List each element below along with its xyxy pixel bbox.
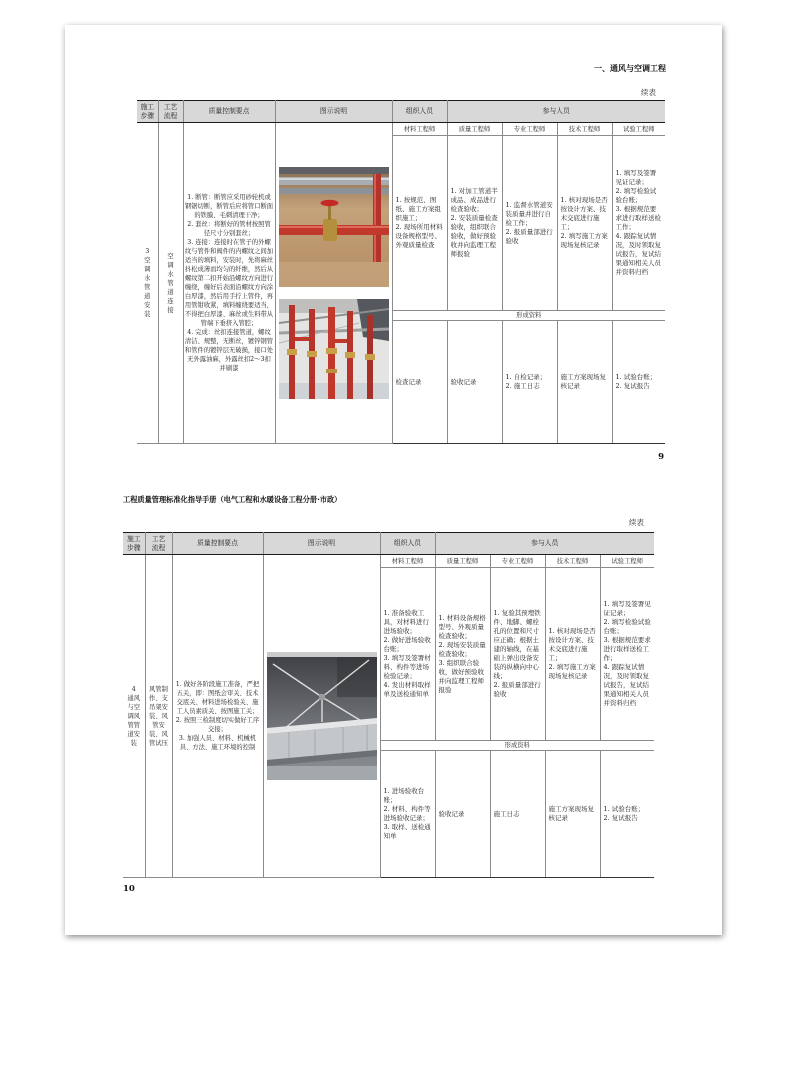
task-cell-test xyxy=(600,568,654,741)
quality-points-cell xyxy=(172,555,263,878)
task-cell-technical xyxy=(545,568,600,741)
header-text: 工艺流程 xyxy=(151,535,166,552)
process-flow-text: 空调水管道连接 xyxy=(167,252,174,314)
task-list xyxy=(439,614,487,695)
header-organizer: 组织人员 xyxy=(380,533,435,555)
task-item: 2. 填写检验试验台账； xyxy=(603,618,651,635)
record-list xyxy=(561,373,609,391)
red-connector-pipe xyxy=(335,339,347,343)
task-item: 3. 根据规范要求进行取样送检工作； xyxy=(615,205,661,231)
task-list xyxy=(396,196,444,250)
task-cell-technical xyxy=(557,136,612,311)
ceiling-band xyxy=(279,167,389,174)
pipe-highlight xyxy=(279,178,389,180)
task-item: 3. 根据规范要求进行取样送检工作； xyxy=(603,636,651,662)
role-quality-engineer: 质量工程师 xyxy=(447,123,502,136)
process-flow-cell xyxy=(158,123,183,444)
quality-point-item: 2. 套丝：将断好的管材按照管径尺寸分别套丝； xyxy=(187,221,271,237)
quality-point-item: 3. 连接：连接时在管子的外螺纹与管件和阀件的内螺纹之间加适当的填料，安装时，先将麻丝抖松成薄而均匀的纤维，然后从螺纹第二扣开始沿螺纹方向进行缠绕，缠好后表面沿螺纹方向涂白厚漆，然后用手拧上管件，再用管钳收紧，填料缠绕要适当，不得把白厚漆、麻丝或生料带从管端下垂挤入管腔； xyxy=(184,239,274,327)
ceiling-shadow xyxy=(337,657,377,697)
header-row xyxy=(123,533,654,555)
light-strip xyxy=(267,652,377,657)
record-item: 2. 材料、构件等进场验收记录； xyxy=(383,805,431,822)
steel-pipe xyxy=(279,188,389,194)
task-item: 1. 填写及签署见证记录； xyxy=(603,600,651,617)
task-cell-specialty xyxy=(490,568,545,741)
brass-fitting xyxy=(345,352,355,358)
task-item: 1. 核对现场是否按设计方案、技术交底进行施工； xyxy=(548,627,596,662)
role-quality-engineer: 质量工程师 xyxy=(435,555,490,568)
task-item: 2. 报质量部进行验收 xyxy=(505,227,553,245)
quality-point-item: 4. 完成：丝扣连接管道，螺纹清洁、规整，无断丝，镀锌钢管和管件的镀锌层无破损，接口处无外露油麻，外露丝扣2～3扣并刷漆 xyxy=(184,329,274,372)
record-cell-test xyxy=(600,751,654,878)
record-cell-quality xyxy=(435,751,490,878)
task-item: 1. 准备验收工具，对材料进行进场验收； xyxy=(383,609,429,635)
record-cell-quality xyxy=(447,321,502,444)
record-list xyxy=(604,805,652,823)
process-flow-cell xyxy=(145,555,172,878)
header-quality-points: 质量控制要点 xyxy=(183,101,275,123)
task-cell-material xyxy=(392,136,447,311)
record-item: 验收记录 xyxy=(438,809,465,818)
task-item: 1. 复验其预埋铁件、地脚、螺栓孔的位置和尺寸应正确；根据土建的轴线，在基础上弹出设备安装的纵横向中心线； xyxy=(493,609,541,680)
record-item: 1. 试验台账； xyxy=(615,373,657,381)
red-connector-pipe xyxy=(295,337,309,341)
page-number: 10 xyxy=(123,884,135,894)
task-item: 2. 填写施工方案现场复核记录 xyxy=(560,232,608,249)
task-item: 1. 核对现场是否按设计方案、技术交底进行施工； xyxy=(560,196,608,231)
records-label: 形成资料 xyxy=(392,311,665,321)
illustration-cell xyxy=(263,555,380,878)
record-cell-test xyxy=(612,321,665,444)
task-list xyxy=(549,627,597,681)
record-list xyxy=(616,373,663,391)
record-list xyxy=(439,810,487,819)
header-text: 施工步骤 xyxy=(126,535,141,552)
record-list xyxy=(506,373,554,391)
record-item: 1. 进场验收台账； xyxy=(383,787,425,804)
record-item: 2. 复试报告 xyxy=(615,382,650,390)
valve-body xyxy=(323,219,337,241)
role-specialty-engineer: 专业工程师 xyxy=(502,123,557,136)
role-test-engineer: 试验工程师 xyxy=(612,123,665,136)
record-item: 2. 复试报告 xyxy=(603,814,638,822)
roles-row xyxy=(137,123,665,136)
task-list xyxy=(384,609,432,699)
continued-table-label: 续表 xyxy=(629,518,644,527)
lower-wall xyxy=(267,766,377,780)
record-item: 施工日志 xyxy=(493,809,520,818)
record-item: 1. 试验台账； xyxy=(603,805,645,813)
record-cell-technical xyxy=(545,751,600,878)
record-item: 2. 施工日志 xyxy=(505,382,540,390)
records-label: 形成资料 xyxy=(380,741,654,751)
header-row xyxy=(137,101,665,123)
header-participants: 参与人员 xyxy=(447,101,665,123)
task-list xyxy=(616,169,663,277)
header-illustration: 图示说明 xyxy=(263,533,380,555)
task-cell-quality xyxy=(447,136,502,311)
task-list xyxy=(561,196,609,250)
record-cell-technical xyxy=(557,321,612,444)
task-item: 2. 做好进场验收台账； xyxy=(383,636,431,653)
record-item: 验收记录 xyxy=(450,377,477,386)
construction-step-cell xyxy=(137,123,158,444)
valve-handwheel xyxy=(320,200,338,206)
header-illustration: 图示说明 xyxy=(275,101,392,123)
record-list xyxy=(384,787,432,841)
brass-fitting xyxy=(287,349,297,355)
quality-point-item: 3. 加强人员、材料、机械机具、方法、施工环境的控制 xyxy=(178,735,257,751)
record-list xyxy=(396,378,444,387)
record-item: 检查记录 xyxy=(395,377,422,386)
task-item: 1. 监督水管道安装质量并进行自检工作； xyxy=(505,200,553,227)
step-name: 通风与空调风管管道安装 xyxy=(127,694,141,747)
role-material-engineer: 材料工程师 xyxy=(392,123,447,136)
quality-points-list xyxy=(185,193,274,373)
task-item: 2. 现场安装质量检查验收； xyxy=(438,640,486,658)
record-list xyxy=(451,378,499,387)
hanger-clamp xyxy=(319,694,325,700)
task-item: 1. 填写及签署见证记录； xyxy=(615,169,657,186)
quality-control-table-page-10 xyxy=(123,532,654,878)
role-technical-engineer: 技术工程师 xyxy=(545,555,600,568)
quality-point-item: 2. 按照三检制度切实做好工序交接； xyxy=(175,717,260,733)
header-quality-points: 质量控制要点 xyxy=(172,533,263,555)
record-item: 施工方案现场复核记录 xyxy=(560,373,606,390)
task-list xyxy=(494,609,542,699)
task-cell-material xyxy=(380,568,435,741)
record-cell-specialty xyxy=(490,751,545,878)
photo-air-duct-hangers xyxy=(267,652,377,780)
construction-step-cell xyxy=(123,555,145,878)
continued-table-label: 续表 xyxy=(641,88,656,97)
quality-control-table-page-9 xyxy=(137,100,665,444)
record-item: 施工方案现场复核记录 xyxy=(548,805,594,822)
brass-fitting xyxy=(365,354,375,360)
task-item: 4. 发出材料取样单及送检通知单 xyxy=(383,681,431,698)
record-list xyxy=(494,810,542,819)
record-item: 3. 取样、送检通知单 xyxy=(383,823,431,840)
task-item: 1. 材料设备规格型号、外观质量检查验收； xyxy=(438,613,486,640)
task-item: 1. 按规范、图纸、施工方案组织施工； xyxy=(395,196,441,222)
photo-red-riser-pipes xyxy=(279,299,389,399)
record-list xyxy=(549,805,597,823)
task-list xyxy=(604,600,652,708)
record-cell-specialty xyxy=(502,321,557,444)
quality-points-list xyxy=(174,680,262,752)
task-item: 1. 对加工管道半成品、成品进行检查验收； xyxy=(450,187,498,213)
task-item: 2. 填写检验试验台账； xyxy=(615,187,657,204)
header-text: 施工步骤 xyxy=(140,103,155,120)
quality-points-cell xyxy=(183,123,275,444)
header-process-flow xyxy=(145,533,172,555)
record-cell-material xyxy=(392,321,447,444)
task-list xyxy=(506,201,554,246)
step-number: 3 xyxy=(145,248,150,255)
record-item: 1. 自检记录； xyxy=(505,373,547,381)
task-item: 2. 报质量部进行验收 xyxy=(493,681,541,698)
role-specialty-engineer: 专业工程师 xyxy=(490,555,545,568)
record-cell-material xyxy=(380,751,435,878)
running-book-title: 工程质量管理标准化指导手册（电气工程和水暖设备工程分册·市政） xyxy=(123,495,342,504)
running-section-title: 一、通风与空调工程 xyxy=(594,64,666,73)
header-text: 工艺流程 xyxy=(163,103,178,120)
header-construction-step xyxy=(123,533,145,555)
task-cell-specialty xyxy=(502,136,557,311)
role-technical-engineer: 技术工程师 xyxy=(557,123,612,136)
task-item: 2. 填写施工方案现场复核记录 xyxy=(548,663,596,680)
brass-fitting xyxy=(307,351,317,357)
step-name: 空调水管道安装 xyxy=(144,257,151,318)
header-construction-step xyxy=(137,101,158,123)
task-cell-test xyxy=(612,136,665,311)
roles-row xyxy=(123,555,654,568)
quality-point-item: 1. 断管：断管应采用砂轮机或钢锯切断，断管后应将管口断面的铁膜、毛刺清理干净； xyxy=(184,194,274,219)
page-number: 9 xyxy=(658,452,664,462)
header-organizer: 组织人员 xyxy=(392,101,447,123)
task-cell-quality xyxy=(435,568,490,741)
task-item: 2. 安装质量检查验收，组织联合验收，做好预验收并向监理工程师报验 xyxy=(450,214,498,258)
task-item: 2. 现场所用材料设备规格型号、外观质量检查 xyxy=(395,223,443,249)
quality-point-item: 1. 做好各阶段施工准备，严把五关，即：图纸会审关、技术交底关、材料进场检验关、施工人员素质关、按图施工关； xyxy=(175,681,260,715)
header-participants: 参与人员 xyxy=(435,533,654,555)
brass-fitting xyxy=(326,348,337,354)
illustration-cell xyxy=(275,123,392,444)
task-item: 4. 跟踪复试情况，及时领取复试报告，复试结果通知相关人员并资料归档 xyxy=(615,232,661,276)
photo-threaded-pipe-valve xyxy=(279,167,389,287)
role-test-engineer: 试验工程师 xyxy=(600,555,654,568)
task-item: 4. 跟踪复试情况，及时领取复试报告，复试结果通知相关人员并资料归档 xyxy=(603,663,649,707)
task-item: 3. 组织联合验收，做好预验收并向监理工程师报验 xyxy=(438,658,484,694)
photo-gap xyxy=(277,287,391,299)
wall-lower xyxy=(279,262,389,287)
brass-fitting xyxy=(326,369,337,373)
header-process-flow xyxy=(158,101,183,123)
task-item: 3. 填写及签署材料、构件等进场检验记录； xyxy=(383,654,431,680)
task-list xyxy=(451,187,499,259)
step-number: 4 xyxy=(131,685,136,693)
role-material-engineer: 材料工程师 xyxy=(380,555,435,568)
pipe-highlight xyxy=(374,174,376,262)
process-flow-text: 风管制作、支吊架安装、风管安装、风管试压 xyxy=(149,685,168,747)
